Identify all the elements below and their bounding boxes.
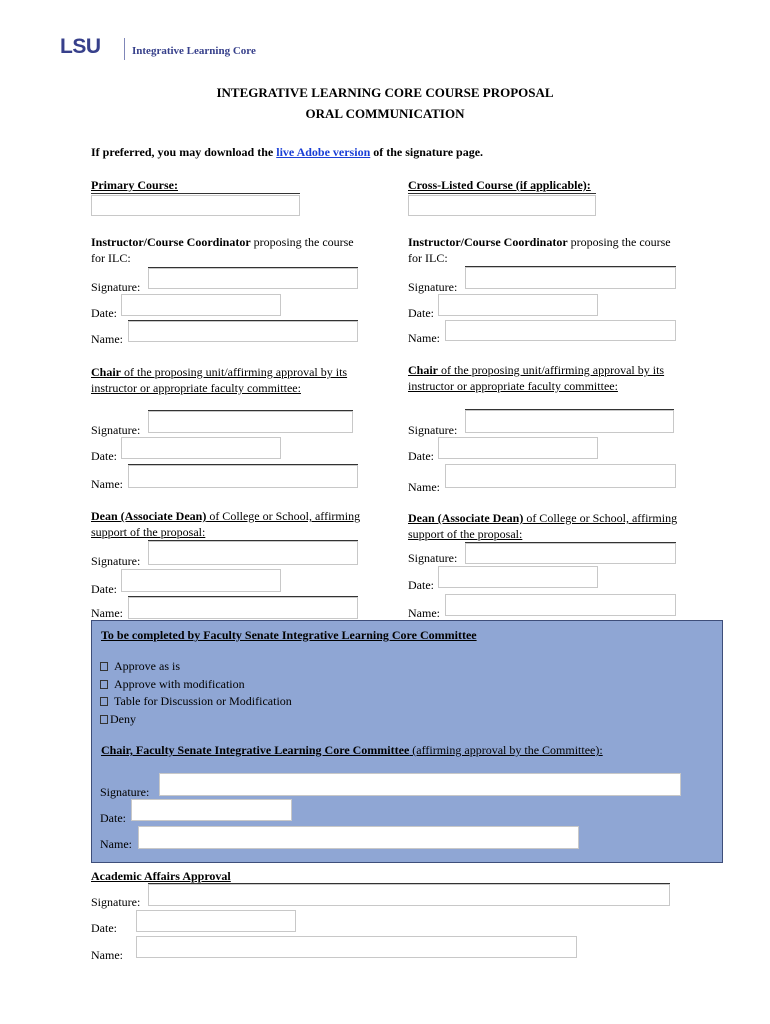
- option-approve-with-modification[interactable]: Approve with modification: [100, 677, 245, 692]
- checkbox[interactable]: [100, 680, 108, 689]
- checkbox[interactable]: [100, 715, 108, 724]
- academic-affairs-name-label: Name:: [91, 948, 123, 962]
- option-approve-as-is[interactable]: Approve as is: [100, 659, 180, 674]
- right-dean-date-label: Date:: [408, 578, 434, 592]
- left-chair-signature-label: Signature:: [91, 423, 141, 437]
- intro-prefix: If preferred, you may download the: [91, 145, 277, 159]
- right-instructor-name-field[interactable]: [445, 320, 676, 341]
- left-instructor-name-label: Name:: [91, 332, 123, 346]
- logo-text: Integrative Learning Core: [132, 45, 256, 57]
- left-instructor-name-field[interactable]: [128, 321, 358, 342]
- logo-mark: LSU: [60, 35, 101, 58]
- option-deny[interactable]: Deny: [100, 712, 136, 727]
- left-instructor-signature-field[interactable]: [148, 268, 358, 289]
- academic-affairs-name-field[interactable]: [136, 936, 577, 958]
- divider: [91, 193, 300, 194]
- committee-date-field[interactable]: [131, 799, 292, 821]
- right-chair-name-field[interactable]: [445, 464, 676, 488]
- left-dean-date-field[interactable]: [121, 569, 281, 592]
- option-table-for-discussion[interactable]: Table for Discussion or Modification: [100, 694, 292, 709]
- checkbox[interactable]: [100, 697, 108, 706]
- adobe-version-link[interactable]: live Adobe version: [276, 145, 371, 159]
- committee-date-label: Date:: [100, 811, 126, 825]
- left-dean-signature-label: Signature:: [91, 554, 141, 568]
- left-instructor-date-label: Date:: [91, 306, 117, 320]
- left-chair-signature-field[interactable]: [148, 411, 353, 433]
- logo-divider: [124, 38, 125, 60]
- committee-signature-label: Signature:: [100, 785, 150, 799]
- right-instructor-date-field[interactable]: [438, 294, 598, 316]
- cross-listed-course-field[interactable]: [408, 195, 596, 216]
- academic-affairs-signature-field[interactable]: [148, 884, 670, 906]
- right-chair-date-label: Date:: [408, 449, 434, 463]
- academic-affairs-signature-label: Signature:: [91, 895, 141, 909]
- right-chair-signature-field[interactable]: [465, 410, 674, 433]
- checkbox[interactable]: [100, 662, 108, 671]
- academic-affairs-heading: Academic Affairs Approval: [91, 869, 231, 883]
- left-dean-heading: Dean (Associate Dean) of College or School, affirming support of the proposal:: [91, 509, 361, 539]
- right-chair-date-field[interactable]: [438, 437, 598, 459]
- committee-name-label: Name:: [100, 837, 132, 851]
- left-instructor-date-field[interactable]: [121, 294, 281, 316]
- lsu-logo: [54, 30, 280, 70]
- academic-affairs-date-label: Date:: [91, 921, 117, 935]
- left-instructor-heading: Instructor/Course Coordinator proposing the course for ILC:: [91, 235, 354, 265]
- left-chair-name-field[interactable]: [128, 465, 358, 488]
- left-dean-name-label: Name:: [91, 606, 123, 620]
- academic-affairs-date-field[interactable]: [136, 910, 296, 932]
- left-dean-date-label: Date:: [91, 582, 117, 596]
- right-chair-name-label: Name:: [408, 480, 440, 494]
- intro-text: [91, 145, 483, 160]
- right-dean-name-label: Name:: [408, 606, 440, 620]
- left-dean-name-field[interactable]: [128, 597, 358, 619]
- right-instructor-date-label: Date:: [408, 306, 434, 320]
- right-dean-signature-label: Signature:: [408, 551, 458, 565]
- left-dean-signature-field[interactable]: [148, 541, 358, 565]
- committee-signature-field[interactable]: [159, 773, 681, 796]
- committee-heading: To be completed by Faculty Senate Integrative Learning Core Committee: [101, 628, 477, 642]
- right-dean-name-field[interactable]: [445, 594, 676, 616]
- left-chair-name-label: Name:: [91, 477, 123, 491]
- primary-course-field[interactable]: [91, 195, 300, 216]
- page-title: INTEGRATIVE LEARNING CORE COURSE PROPOSAL: [216, 85, 554, 100]
- page-subtitle: ORAL COMMUNICATION: [305, 106, 465, 121]
- committee-panel: [91, 620, 723, 863]
- left-chair-date-label: Date:: [91, 449, 117, 463]
- divider: [408, 193, 596, 194]
- right-chair-heading: Chair of the proposing unit/affirming approval by its instructor or appropriate faculty committee:: [408, 363, 665, 393]
- committee-chair-heading: Chair, Faculty Senate Integrative Learning Core Committee (affirming approval by the Committee):: [101, 743, 603, 757]
- right-chair-signature-label: Signature:: [408, 423, 458, 437]
- left-instructor-signature-label: Signature:: [91, 280, 141, 294]
- right-instructor-name-label: Name:: [408, 331, 440, 345]
- primary-course-heading: Primary Course:: [91, 178, 178, 192]
- committee-name-field[interactable]: [138, 826, 579, 849]
- left-chair-heading: Chair of the proposing unit/affirming approval by its instructor or appropriate faculty committee:: [91, 365, 348, 395]
- intro-suffix: of the signature page.: [370, 145, 484, 159]
- right-dean-signature-field[interactable]: [465, 543, 676, 564]
- right-instructor-signature-label: Signature:: [408, 280, 458, 294]
- right-dean-date-field[interactable]: [438, 566, 598, 588]
- right-instructor-signature-field[interactable]: [465, 267, 676, 289]
- right-dean-heading: Dean (Associate Dean) of College or School, affirming support of the proposal:: [408, 511, 678, 541]
- left-chair-date-field[interactable]: [121, 437, 281, 459]
- cross-listed-course-heading: Cross-Listed Course (if applicable):: [408, 178, 591, 192]
- right-instructor-heading: Instructor/Course Coordinator proposing the course for ILC:: [408, 235, 671, 265]
